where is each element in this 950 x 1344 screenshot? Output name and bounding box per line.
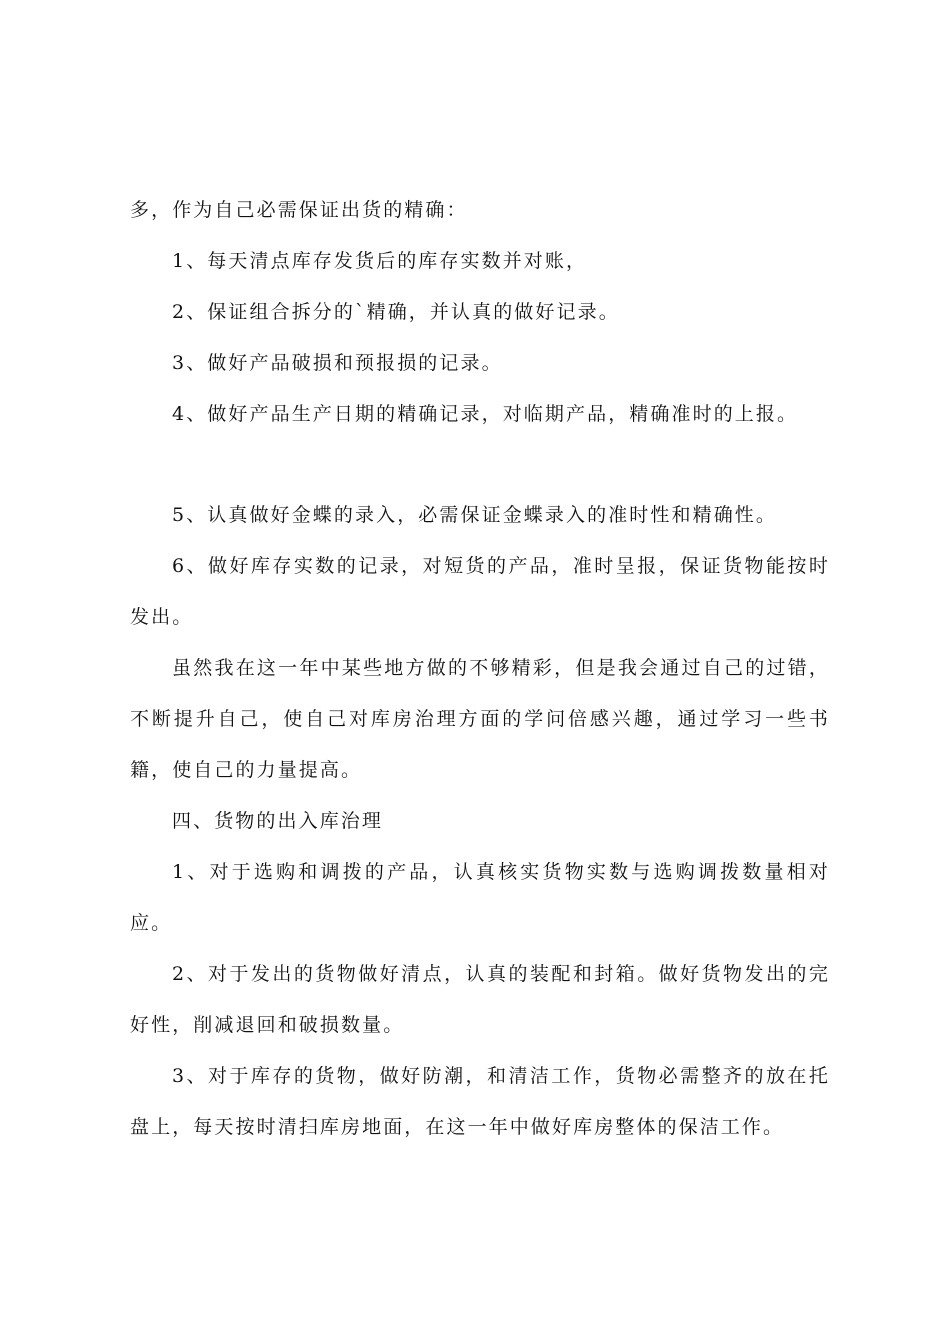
list-item-6: 6、做好库存实数的记录，对短货的产品，准时呈报，保证货物能按时发出。 xyxy=(130,555,830,628)
section-item-1: 1、对于选购和调拨的产品，认真核实货物实数与选购调拨数量相对应。 xyxy=(130,861,830,934)
paragraph-gap xyxy=(130,440,830,490)
section-item-2: 2、对于发出的货物做好清点，认真的装配和封箱。做好货物发出的完好性，削减退回和破损数量。 xyxy=(130,963,830,1036)
paragraph-continuation: 多，作为自己必需保证出货的精确： xyxy=(130,199,468,221)
list-item-3: 3、做好产品破损和预报损的记录。 xyxy=(172,352,503,374)
list-item-4: 4、做好产品生产日期的精确记录，对临期产品，精确准时的上报。 xyxy=(172,403,799,425)
section-heading: 四、货物的出入库治理 xyxy=(172,810,384,832)
document-body xyxy=(130,185,830,1153)
list-item-1: 1、每天清点库存发货后的库存实数并对账， xyxy=(172,250,588,272)
reflection-paragraph: 虽然我在这一年中某些地方做的不够精彩，但是我会通过自己的过错，不断提升自己，使自己对库房治理方面的学问倍感兴趣，通过学习一些书籍，使自己的力量提高。 xyxy=(130,657,830,781)
list-item-2: 2、保证组合拆分的`精确，并认真的做好记录。 xyxy=(172,301,620,323)
list-item-5: 5、认真做好金蝶的录入，必需保证金蝶录入的准时性和精确性。 xyxy=(172,504,777,526)
section-item-3: 3、对于库存的货物，做好防潮，和清洁工作，货物必需整齐的放在托盘上，每天按时清扫库房地面，在这一年中做好库房整体的保洁工作。 xyxy=(130,1065,830,1138)
